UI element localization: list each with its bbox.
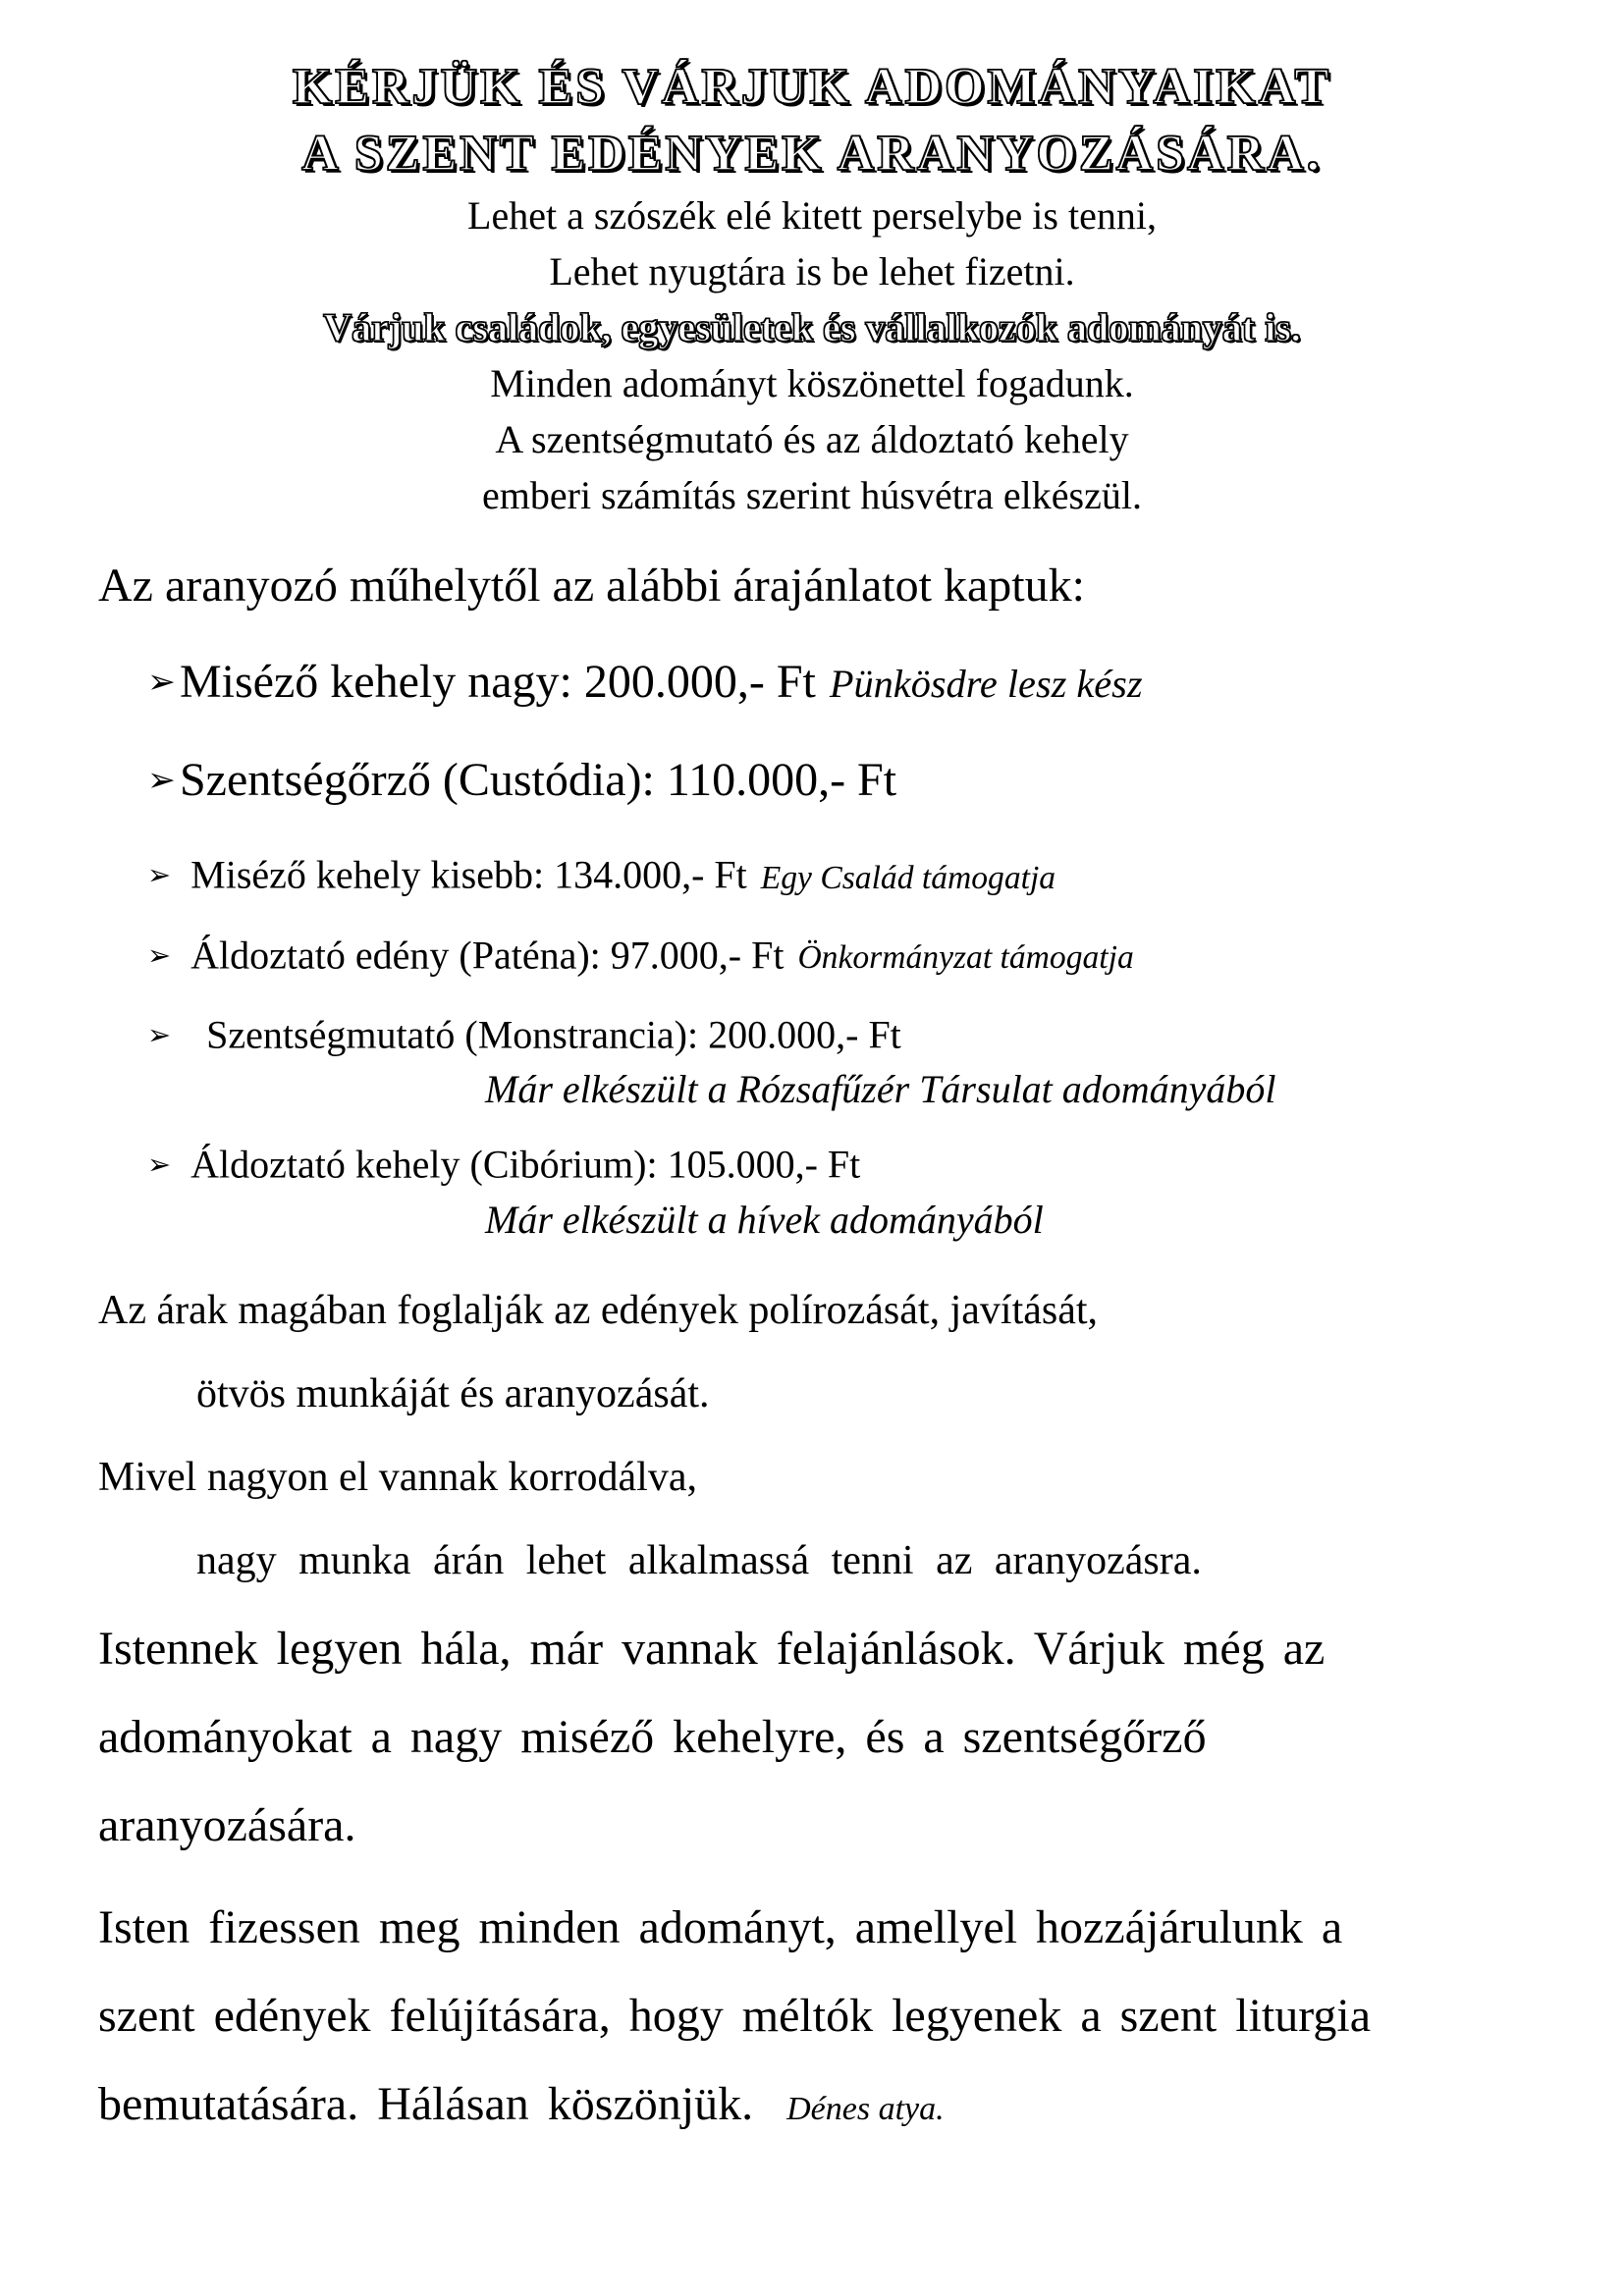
offer-completion-note: Már elkészült a hívek adományából <box>485 1197 1044 1242</box>
offer-note: Pünkösdre lesz kész <box>829 662 1143 706</box>
pricing-line-4: nagy munka árán lehet alkalmassá tenni az aranyozásra. <box>196 1537 1202 1583</box>
offer-text: Áldoztató kehely (Cibórium): 105.000,- Ft <box>190 1142 861 1187</box>
document-title <box>98 54 1526 187</box>
intro-line-2: Lehet nyugtára is be lehet fizetni. <box>549 249 1075 294</box>
offer-item-ciborium <box>147 1137 1526 1247</box>
offer-item-custodia <box>147 749 1526 812</box>
intro-line-3: Várjuk családok, egyesületek és vállalkozók adományát is. <box>323 305 1301 349</box>
offer-item-monstrancia <box>147 1007 1526 1117</box>
offer-item-chalice-small <box>147 847 1526 905</box>
offer-text: Szentségmutató (Monstrancia): 200.000,- Ft <box>206 1012 901 1057</box>
closing-paragraph-1 <box>98 1605 1526 1870</box>
arrow-bullet-icon: ➢ <box>147 1017 172 1051</box>
title-line-2: A SZENT EDÉNYEK ARANYOZÁSÁRA. <box>301 126 1323 182</box>
offer-text: Szentségőrző (Custódia): 110.000,- Ft <box>179 754 897 806</box>
title-line-1: KÉRJÜK ÉS VÁRJUK ADOMÁNYAIKAT <box>292 59 1332 115</box>
intro-line-6: emberi számítás szerint húsvétra elkészül. <box>482 473 1142 517</box>
arrow-bullet-icon: ➢ <box>147 858 172 892</box>
intro-section <box>98 187 1526 523</box>
closing2-line-2: szent edények felújítására, hogy méltók legyenek a szent liturgia <box>98 1989 1372 2042</box>
arrow-bullet-icon: ➢ <box>147 937 172 972</box>
offer-heading: Az aranyozó műhelytől az alábbi árajánlatot kaptuk: <box>98 560 1085 612</box>
closing1-line-1: Istennek legyen hála, már vannak felajánlások. Várjuk még az <box>98 1622 1326 1675</box>
closing2-line-3 <box>98 2060 1526 2154</box>
offer-text: Miséző kehely kisebb: 134.000,- Ft <box>190 852 747 897</box>
intro-line-5: A szentségmutató és az áldoztató kehely <box>495 417 1129 461</box>
pricing-paragraph <box>98 1269 1526 1603</box>
offer-completion-note: Már elkészült a Rózsafűzér Társulat adományából <box>485 1067 1276 1112</box>
intro-line-4: Minden adományt köszönettel fogadunk. <box>490 361 1134 405</box>
offer-note: Önkormányzat támogatja <box>797 938 1134 976</box>
closing2-thanks: bemutatására. Hálásan köszönjük. <box>98 2077 754 2130</box>
offer-list <box>98 651 1526 1248</box>
closing-paragraph-2 <box>98 1884 1526 2154</box>
pricing-line-3: Mivel nagyon el vannak korrodálva, <box>98 1454 697 1500</box>
offer-note: Egy Család támogatja <box>760 859 1056 896</box>
pricing-line-2: ötvös munkáját és aranyozását. <box>196 1370 710 1416</box>
closing2-line-1: Isten fizessen meg minden adományt, amellyel hozzájárulunk a <box>98 1900 1343 1953</box>
offer-item-chalice-large <box>147 651 1526 716</box>
arrow-bullet-icon: ➢ <box>147 663 176 703</box>
arrow-bullet-icon: ➢ <box>147 1148 172 1182</box>
intro-line-1: Lehet a szószék elé kitett perselybe is tenni, <box>467 193 1157 238</box>
pricing-line-1: Az árak magában foglalják az edények polírozását, javítását, <box>98 1287 1099 1333</box>
closing1-line-2: adományokat a nagy miséző kehelyre, és a szentségőrző <box>98 1710 1207 1763</box>
offer-text: Miséző kehely nagy: 200.000,- Ft <box>179 656 816 708</box>
signature: Dénes atya. <box>786 2090 945 2127</box>
offer-item-patena <box>147 928 1526 986</box>
closing1-line-3: aranyozására. <box>98 1798 356 1851</box>
arrow-bullet-icon: ➢ <box>147 761 176 801</box>
offer-text: Áldoztató edény (Paténa): 97.000,- Ft <box>190 932 785 977</box>
